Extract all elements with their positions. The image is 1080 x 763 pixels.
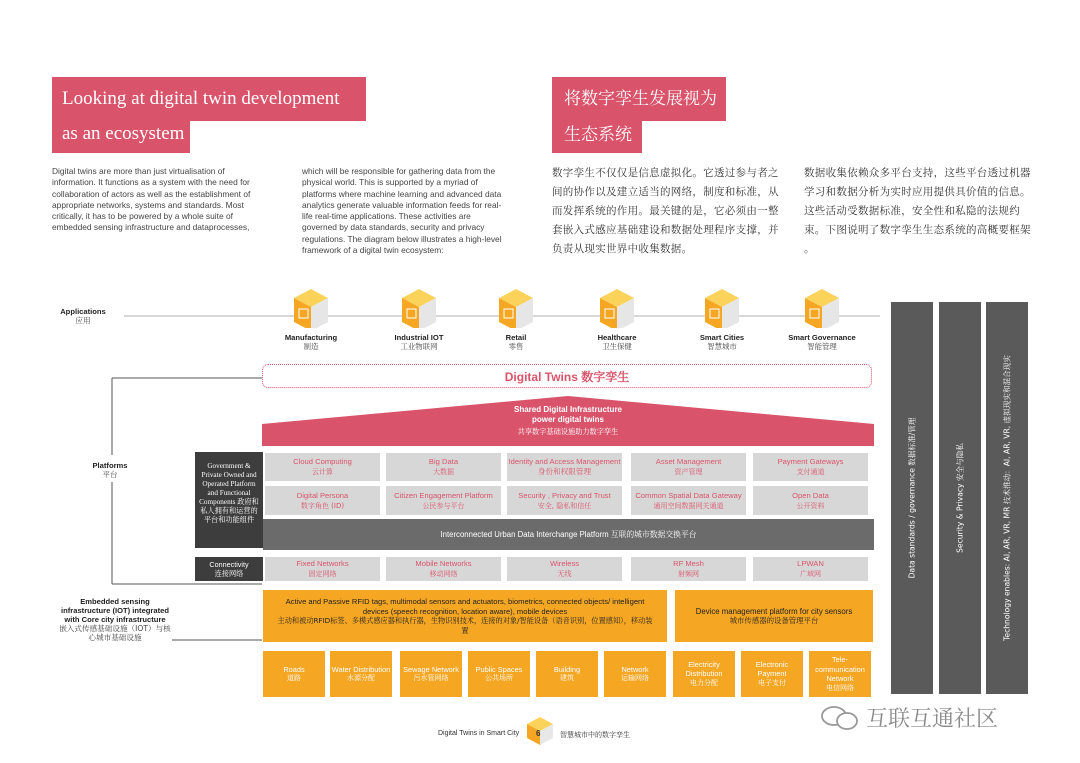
platform-row-1-cell-cn: 资产管理 — [674, 468, 703, 476]
side-bar-technology-text: Technology enables: AI, AR, VR, MR 技术推动：AI, AR, VR, 虚拟现实和混合现实 — [1002, 355, 1012, 641]
platform-row-2-cell — [631, 486, 746, 515]
connectivity-row-cell-cn: 广域网 — [800, 570, 821, 578]
platform-row-2-cell-en: Open Data — [792, 490, 829, 500]
application-0 — [256, 288, 366, 351]
platform-row-1-cell-en: Big Data — [428, 457, 459, 466]
infrastructure-box-en: Water Distribution — [331, 664, 391, 674]
infrastructure-box-cn: 电力分配 — [690, 678, 718, 687]
retail-icon — [498, 288, 534, 328]
infrastructure-box-cn: 电子支付 — [758, 678, 786, 687]
platforms-label-en: Platforms — [92, 461, 128, 470]
platform-row-2-cell-cn: 公开资料 — [796, 501, 825, 510]
platform-row-1-cell — [631, 453, 746, 481]
application-label-cn: 智慧城市 — [707, 342, 737, 351]
health-icon — [599, 288, 635, 328]
interchange-text: Interconnected Urban Data Interchange Platform 互联的城市数据交换平台 — [440, 530, 697, 539]
application-label-cn: 卫生保健 — [602, 342, 632, 351]
platform-row-2-cell — [386, 486, 501, 515]
application-4 — [667, 288, 777, 351]
platform-row-1-cell-en: Payment Gateways — [777, 457, 844, 466]
english-paragraph-1: Digital twins are more than just virtualisation of information. It functions as a system with the need for collaboration of actors as well as the establishment of appropriate networks, systems and standards. Most critically, it has to be powered by a whole suite of embedded sensing infrastructure and dataprocesses, — [52, 166, 251, 233]
application-label: Smart Cities — [699, 333, 745, 342]
footer-right: 智慧城市中的数字孪生 — [560, 731, 630, 739]
infrastructure-box — [809, 651, 871, 697]
connectivity-row-cell-en: Fixed Networks — [296, 559, 349, 568]
application-5 — [767, 288, 877, 351]
infrastructure-box — [330, 651, 392, 697]
infrastructure-box — [400, 651, 462, 697]
device-management-box — [675, 590, 873, 642]
platform-row-2-cell-en: Citizen Engagement Platform — [394, 490, 493, 500]
platform-row-1-cell-en: Asset Management — [655, 457, 722, 466]
connectivity-row-cell-en: LPWAN — [797, 559, 824, 568]
governance-icon — [804, 288, 840, 328]
english-paragraph-2: which will be responsible for gathering data from the physical world. This is supported by a myriad of platforms where machine learning and advanced data analytics generate valuable information feeds for real-life real-time applications. These activities are governed by data standards, security and privacy regulations. The diagram below illustrates a high-level framework of a digital twin ecosystem: — [302, 166, 502, 256]
application-label-cn: 智能管理 — [807, 342, 837, 351]
watermark-text: 互联互通社区 — [866, 707, 999, 732]
connectivity-row-cell — [386, 557, 501, 581]
chinese-title-line2: 生态系统 — [564, 125, 632, 145]
infrastructure-box-en: Roads — [283, 664, 305, 674]
application-label: Industrial IOT — [394, 333, 444, 342]
english-title-line2: as an ecosystem — [62, 123, 185, 144]
side-bar-security — [939, 302, 981, 694]
platform-row-1-cell-en: Cloud Computing — [293, 457, 352, 466]
application-2 — [461, 288, 571, 351]
application-label-cn: 工业物联网 — [400, 342, 438, 351]
connectivity-row-cell-cn: 移动网络 — [429, 570, 458, 578]
side-bar-data-standards — [891, 302, 933, 694]
embedded-label-cn: 嵌入式传感基础设施（IOT）与核心城市基础设施 — [59, 624, 171, 642]
platform-row-1-cell-en: Identity and Access Management 身份和权限管理 — [508, 457, 621, 476]
applications-label-en: Applications — [60, 307, 106, 316]
applications-label-cn: 应用 — [75, 316, 91, 325]
chinese-paragraph-2: 数据收集依赖众多平台支持，这些平台透过机器学习和数据分析为实时应用提供具价值的信息。这些活动受数据标准，安全性和私隐的法规约束。下图说明了数字孪生生态系统的高概要框架 。 — [804, 167, 1031, 255]
platforms-label-cn: 平台 — [102, 470, 118, 479]
connectivity-cn: 连接网络 — [214, 569, 244, 578]
connectivity-row-cell-en: RF Mesh — [673, 559, 704, 568]
chinese-title-line1: 将数字孪生发展视为 — [564, 89, 717, 109]
infrastructure-box-cn: 水源分配 — [347, 674, 375, 682]
application-label: Healthcare — [597, 333, 637, 342]
government-platforms-box — [195, 452, 263, 548]
sensors-box — [263, 590, 667, 642]
sensors-en: Active and Passive RFID tags, multimodal sensors and actuators, biometrics, connected objects/ intelligent devices (speech recognition, location aware), mobile devices — [285, 597, 645, 616]
platform-row-2-cell — [753, 486, 868, 515]
infrastructure-box — [263, 651, 325, 697]
infrastructure-box-cn: 污水管网络 — [413, 674, 449, 682]
platform-row-1-cell — [265, 453, 380, 481]
infrastructure-box-en: Building — [553, 664, 581, 674]
platform-row-2-cell-cn: 安全, 隐私和信任 — [537, 501, 592, 510]
embedded-label-en: Embedded sensing infrastructure (IOT) integrated with Core city infrastructure — [60, 597, 169, 624]
infrastructure-box-en: Network — [621, 664, 649, 674]
government-platforms-text: Government & Private Owned and Operated Platform and Functional Components 政府和私人拥有和运营的平台和功能组件 — [199, 462, 259, 524]
platform-row-2-cell — [507, 486, 622, 515]
connectivity-box — [195, 557, 263, 581]
infrastructure-box-cn: 建筑 — [560, 674, 574, 682]
city-icon — [704, 288, 740, 328]
platform-row-1-cell — [753, 453, 868, 481]
chinese-paragraph-1: 数字孪生不仅仅是信息虚拟化。它透过参与者之间的协作以及建立适当的网络，制度和标准，从而发挥系统的作用。最关键的是，它必须由一整套嵌入式感应基础建设和数据处理程序支撑，并负责从现实世界中收集数据。 — [552, 167, 779, 255]
infrastructure-box — [468, 651, 530, 697]
shared-infra-line1: Shared Digital Infrastructure — [513, 405, 623, 414]
infrastructure-box — [536, 651, 598, 697]
sensors-cn: 主动和被动RFID标签、多模式感应器和执行器，生物识别技术，连接的对象/智能设备（语音识别，位置感知），移动装置 — [277, 616, 653, 635]
infrastructure-box-cn: 道路 — [287, 674, 301, 682]
connectivity-row-cell-cn: 无线 — [557, 570, 572, 578]
infrastructure-box-cn: 公共场所 — [485, 674, 513, 682]
shared-infra-line2: power digital twins — [531, 415, 604, 424]
platform-row-1-cell-cn: 大数据 — [433, 468, 454, 476]
application-label-cn: 零售 — [508, 342, 524, 351]
platform-row-1-cell — [386, 453, 501, 481]
infrastructure-box — [673, 651, 735, 697]
platform-row-2-cell-cn: 公民参与平台 — [422, 501, 465, 510]
platform-row-2-cell-en: Security , Privacy and Trust — [518, 490, 611, 500]
device-cn: 城市传感器的设备管理平台 — [729, 616, 819, 625]
connectivity-en: Connectivity — [209, 560, 249, 569]
platform-row-1-cell — [507, 453, 622, 481]
side-bar-security-text: Security & Privacy 安全与隐私 — [955, 443, 965, 553]
infrastructure-box-cn: 运输网络 — [621, 674, 649, 682]
footer-left: Digital Twins in Smart City — [438, 730, 520, 737]
application-label-cn: 制造 — [303, 342, 319, 351]
application-label: Retail — [505, 333, 527, 342]
platform-row-2-cell-en: Common Spatial Data Gateway — [635, 490, 742, 500]
footer-page-number: 6 — [536, 729, 541, 738]
connectivity-row-cell — [753, 557, 868, 581]
iot-icon — [401, 288, 437, 328]
side-bar-technology — [986, 302, 1028, 694]
platform-row-2-cell-cn: 数字角色 (ID) — [300, 501, 345, 510]
platform-row-1-cell-cn: 云计算 — [312, 468, 333, 476]
connectivity-row-cell-en: Wireless — [549, 559, 580, 568]
connectivity-row-cell — [265, 557, 380, 581]
interchange-bar — [263, 519, 874, 550]
connectivity-row-cell — [507, 557, 622, 581]
platform-row-1-cell-cn: 支付通道 — [796, 468, 825, 476]
infrastructure-box-en: Sewage Network — [403, 664, 459, 674]
infrastructure-box-en: Public Spaces — [475, 664, 523, 674]
watermark — [820, 702, 998, 733]
shared-infra-cn: 共享数字基础设施助力数字孪生 — [517, 427, 619, 436]
platform-row-2-cell-en: Digital Persona — [296, 490, 349, 500]
infrastructure-box-en: Electronic Payment — [755, 659, 789, 679]
digital-twins-box — [262, 364, 872, 388]
english-title-line1: Looking at digital twin development — [62, 88, 340, 109]
infrastructure-box-en: Electricity Distribution — [685, 659, 723, 679]
infrastructure-box-cn: 电信网络 — [826, 683, 854, 692]
connectivity-row-cell-cn: 射频网 — [678, 570, 699, 578]
infrastructure-box — [604, 651, 666, 697]
infrastructure-box — [741, 651, 803, 697]
connectivity-row-cell — [631, 557, 746, 581]
application-3 — [562, 288, 672, 351]
device-en: Device management platform for city sensors — [695, 606, 853, 616]
infrastructure-box-en: Tele-communication Network — [815, 655, 865, 683]
application-label: Smart Governance — [788, 333, 856, 342]
side-bar-data-standards-text: Data standards / governance 数据标准/管理 — [907, 417, 917, 579]
shared-infra-text — [262, 405, 874, 437]
connectivity-row-cell-cn: 固定网络 — [308, 570, 337, 578]
application-1 — [364, 288, 474, 351]
chat-bubbles-icon — [820, 705, 860, 731]
connectivity-row-cell-en: Mobile Networks — [415, 559, 472, 568]
application-label: Manufacturing — [284, 333, 338, 342]
platform-row-2-cell-cn: 通用空间数据网关通道 — [653, 501, 724, 510]
factory-icon — [293, 288, 329, 328]
platform-row-2-cell — [265, 486, 380, 515]
digital-twins-label: Digital Twins 数字孪生 — [504, 369, 630, 384]
